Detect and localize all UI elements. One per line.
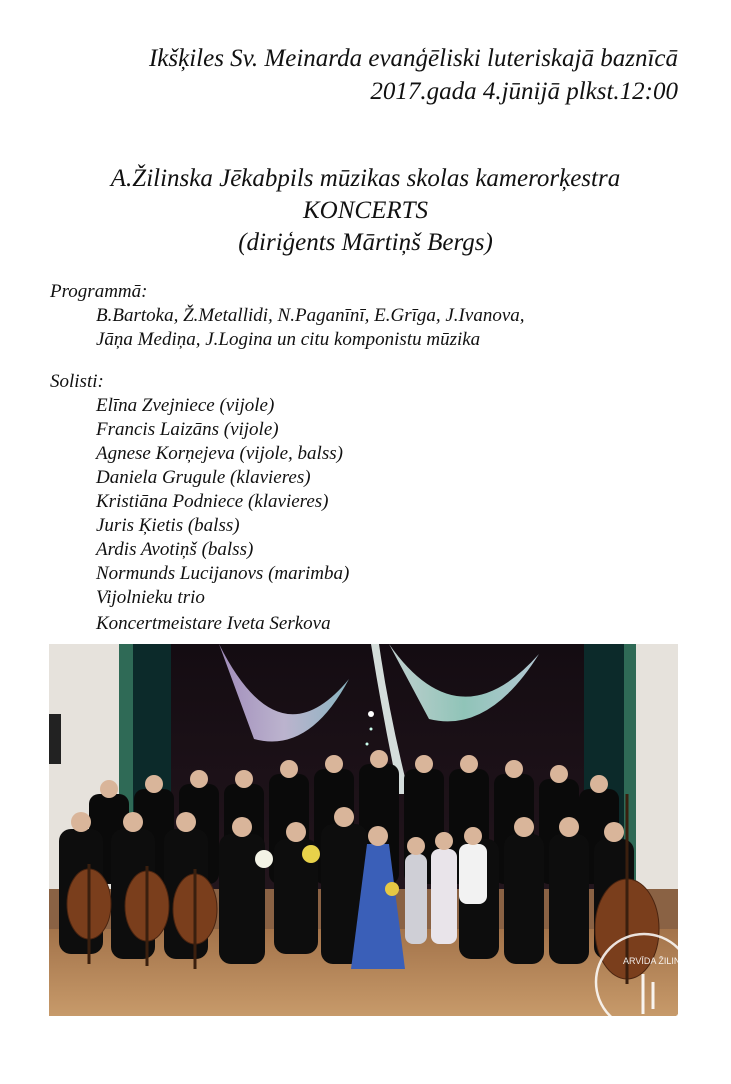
- orchestra-photo: [49, 644, 699, 1016]
- concert-title: [0, 163, 731, 259]
- program-line: Jāņa Mediņa, J.Logina un citu komponistu mūzika: [96, 329, 481, 350]
- orchestra-name: A.Žilinska Jēkabpils mūzikas skolas kamerorķestra: [110, 165, 621, 192]
- event-header: [149, 42, 678, 108]
- program-line: B.Bartoka, Ž.Metallidi, N.Paganīnī, E.Grīga, J.Ivanova,: [96, 305, 525, 326]
- concert-word: KONCERTS: [302, 197, 429, 224]
- watermark-text: ARVĪDA ŽILINSKA: [623, 956, 699, 966]
- program-list: [96, 304, 525, 352]
- soloist-item: Daniela Grugule (klavieres): [96, 467, 311, 488]
- soloist-item: Normunds Lucijanovs (marimba): [96, 563, 350, 584]
- event-datetime: 2017.gada 4.jūnijā plkst.12:00: [370, 78, 678, 105]
- soloist-item: Koncertmeistare Iveta Serkova: [96, 613, 331, 634]
- soloist-item: Agnese Korņejeva (vijole, balss): [96, 443, 343, 464]
- church-name: Ikšķiles Sv. Meinarda evanģēliski luteriskajā baznīcā: [148, 45, 678, 72]
- soloist-item: Francis Laizāns (vijole): [96, 419, 279, 440]
- conductor: (diriģents Mārtiņš Bergs): [238, 229, 493, 256]
- program-label: Programmā:: [50, 281, 148, 302]
- soloist-item: Ardis Avotiņš (balss): [96, 539, 254, 560]
- soloists-list: [96, 394, 349, 636]
- soloist-item: Vijolnieku trio: [96, 587, 205, 608]
- soloist-item: Juris Ķietis (balss): [96, 515, 240, 536]
- soloists-label: Solisti:: [50, 371, 104, 392]
- soloist-item: Elīna Zvejniece (vijole): [96, 395, 275, 416]
- soloist-item: Kristiāna Podniece (klavieres): [96, 491, 329, 512]
